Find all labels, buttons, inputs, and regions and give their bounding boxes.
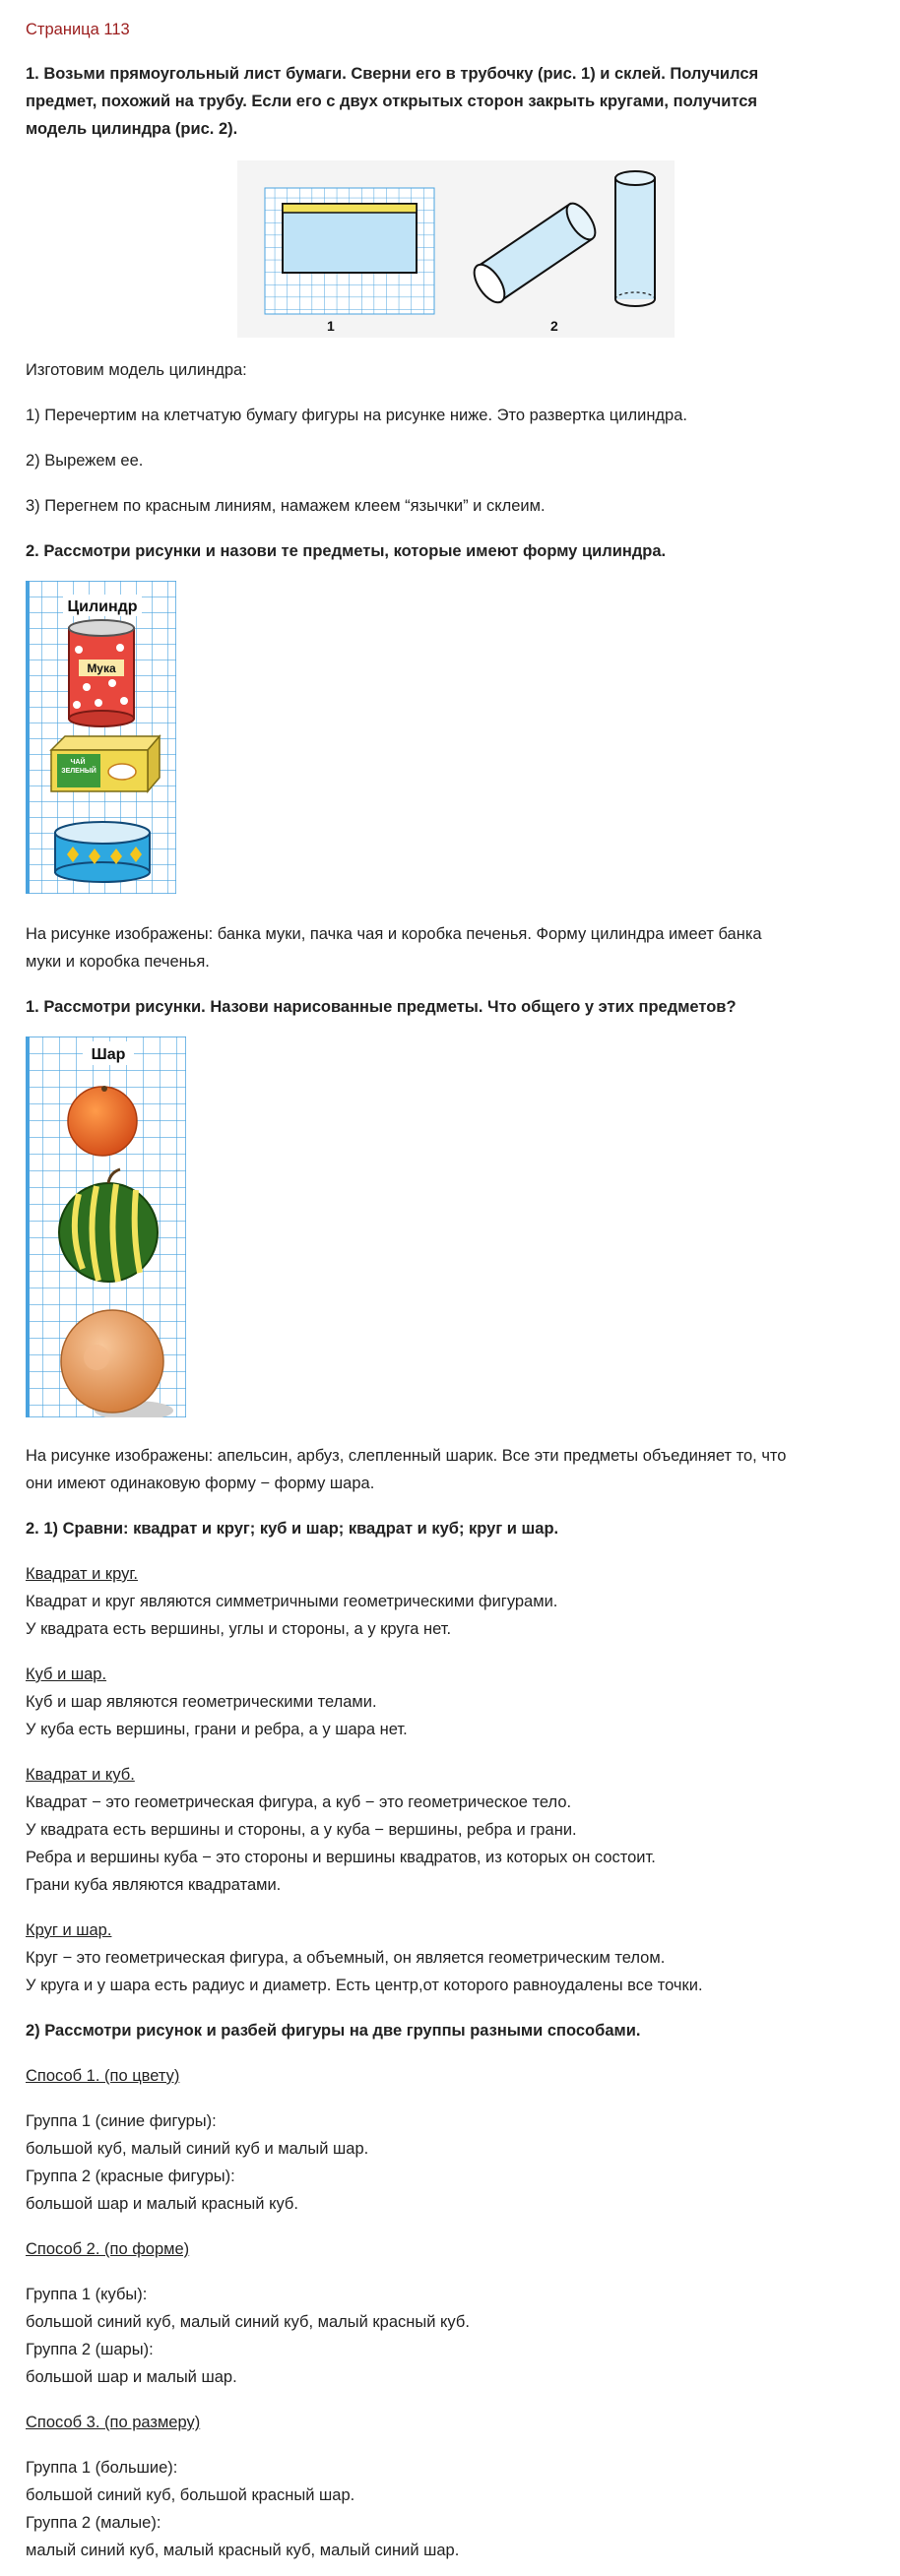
comparison-heading: Квадрат и куб. xyxy=(26,1766,135,1784)
paper-tube xyxy=(469,199,601,307)
method-line: малый синий куб, малый красный куб, малый синий шар. xyxy=(26,2542,460,2559)
glue-strip xyxy=(283,204,417,213)
task2-answer-line: На рисунке изображены: банка муки, пачка чая и коробка печенья. Форму цилиндра имеет банка xyxy=(26,925,762,943)
cookie-box xyxy=(55,822,150,882)
task3-question: 1. Рассмотри рисунки. Назови нарисованные предметы. Что общего у этих предметов? xyxy=(26,998,737,1016)
comparison-line: Квадрат и круг являются симметричными геометрическими фигурами. xyxy=(26,1593,558,1610)
figure-label-2: 2 xyxy=(550,318,558,334)
method-line: Группа 2 (шары): xyxy=(26,2341,154,2358)
method-heading: Способ 3. (по размеру) xyxy=(26,2414,201,2431)
paper-sheet xyxy=(283,204,417,273)
flour-can-label: Мука xyxy=(87,661,116,675)
comparison-heading: Куб и шар. xyxy=(26,1665,107,1683)
method-line: Группа 1 (синие фигуры): xyxy=(26,2112,217,2130)
comparison-line: Квадрат − это геометрическая фигура, а куб − это геометрическое тело. xyxy=(26,1793,572,1811)
cylinder xyxy=(615,171,655,306)
method-line: Группа 1 (большие): xyxy=(26,2459,178,2477)
comparison-line: У квадрата есть вершины, углы и стороны, а у круга нет. xyxy=(26,1620,452,1638)
task5-question: 2) Рассмотри рисунок и разбей фигуры на две группы разными способами. xyxy=(26,2022,641,2040)
cylinder-objects-illustration xyxy=(26,581,176,894)
page-title: Страница 113 xyxy=(26,21,130,38)
cylinder-model-illustration xyxy=(237,160,675,338)
task2-answer-line: муки и коробка печенья. xyxy=(26,953,210,971)
comparison-heading: Квадрат и круг. xyxy=(26,1565,138,1583)
method-line: Группа 2 (красные фигуры): xyxy=(26,2168,235,2185)
method-line: большой шар и малый шар. xyxy=(26,2368,237,2386)
step-line: 1) Перечертим на клетчатую бумагу фигуры на рисунке ниже. Это развертка цилиндра. xyxy=(26,407,687,424)
tea-box-label-1: ЧАЙ xyxy=(70,759,86,766)
method-line: большой синий куб, малый синий куб, малый красный куб. xyxy=(26,2313,470,2331)
comparison-heading: Круг и шар. xyxy=(26,1921,112,1939)
task3-answer-line: На рисунке изображены: апельсин, арбуз, слепленный шарик. Все эти предметы объединяет то, что xyxy=(26,1447,787,1465)
task2-question: 2. Рассмотри рисунки и назови те предметы, которые имеют форму цилиндра. xyxy=(26,542,667,560)
comparison-line: Ребра и вершины куба − это стороны и вершины квадратов, из которых он состоит. xyxy=(26,1849,656,1866)
method-line: большой шар и малый красный куб. xyxy=(26,2195,298,2213)
tea-box-label-2: ЗЕЛЕНЫЙ xyxy=(61,768,96,775)
flour-can xyxy=(69,620,134,726)
comparison-line: Грани куба являются квадратами. xyxy=(26,1876,282,1894)
method-heading: Способ 2. (по форме) xyxy=(26,2240,190,2258)
comparison-line: Куб и шар являются геометрическими телами. xyxy=(26,1693,377,1711)
comparison-line: Круг − это геометрическая фигура, а объемный, он является геометрическим телом. xyxy=(26,1949,666,1967)
method-line: большой куб, малый синий куб и малый шар. xyxy=(26,2140,369,2158)
step-line: 2) Вырежем ее. xyxy=(26,452,144,470)
cylinder-objects-figure xyxy=(26,581,176,894)
task1-text-line: предмет, похожий на трубу. Если его с двух открытых сторон закрыть кругами, получится xyxy=(26,93,758,110)
task1-text-line: модель цилиндра (рис. 2). xyxy=(26,120,238,138)
method-heading: Способ 1. (по цвету) xyxy=(26,2067,180,2085)
cylinder-model-figure xyxy=(237,160,675,338)
figure-title: Цилиндр xyxy=(67,598,138,615)
comparison-line: У куба есть вершины, грани и ребра, а у шара нет. xyxy=(26,1721,408,1738)
task3-answer-line: они имеют одинаковую форму − форму шара. xyxy=(26,1475,375,1492)
sphere-objects-illustration xyxy=(26,1037,186,1417)
steps-intro: Изготовим модель цилиндра: xyxy=(26,361,247,379)
task4-question: 2. 1) Сравни: квадрат и круг; куб и шар; квадрат и куб; круг и шар. xyxy=(26,1520,559,1538)
tea-box xyxy=(51,736,160,791)
task1-text-line: 1. Возьми прямоугольный лист бумаги. Сверни его в трубочку (рис. 1) и склей. Получился xyxy=(26,65,759,83)
sphere-objects-figure xyxy=(26,1037,186,1417)
comparison-line: У квадрата есть вершины и стороны, а у куба − вершины, ребра и грани. xyxy=(26,1821,577,1839)
figure-label-1: 1 xyxy=(327,318,335,334)
method-line: Группа 2 (малые): xyxy=(26,2514,161,2532)
step-line: 3) Перегнем по красным линиям, намажем клеем “язычки” и склеим. xyxy=(26,497,546,515)
method-line: большой синий куб, большой красный шар. xyxy=(26,2486,355,2504)
method-line: Группа 1 (кубы): xyxy=(26,2286,148,2303)
orange xyxy=(68,1086,137,1156)
figure-title: Шар xyxy=(91,1046,126,1063)
comparison-line: У круга и у шара есть радиус и диаметр. Есть центр,от которого равноудалены все точки. xyxy=(26,1977,703,1994)
